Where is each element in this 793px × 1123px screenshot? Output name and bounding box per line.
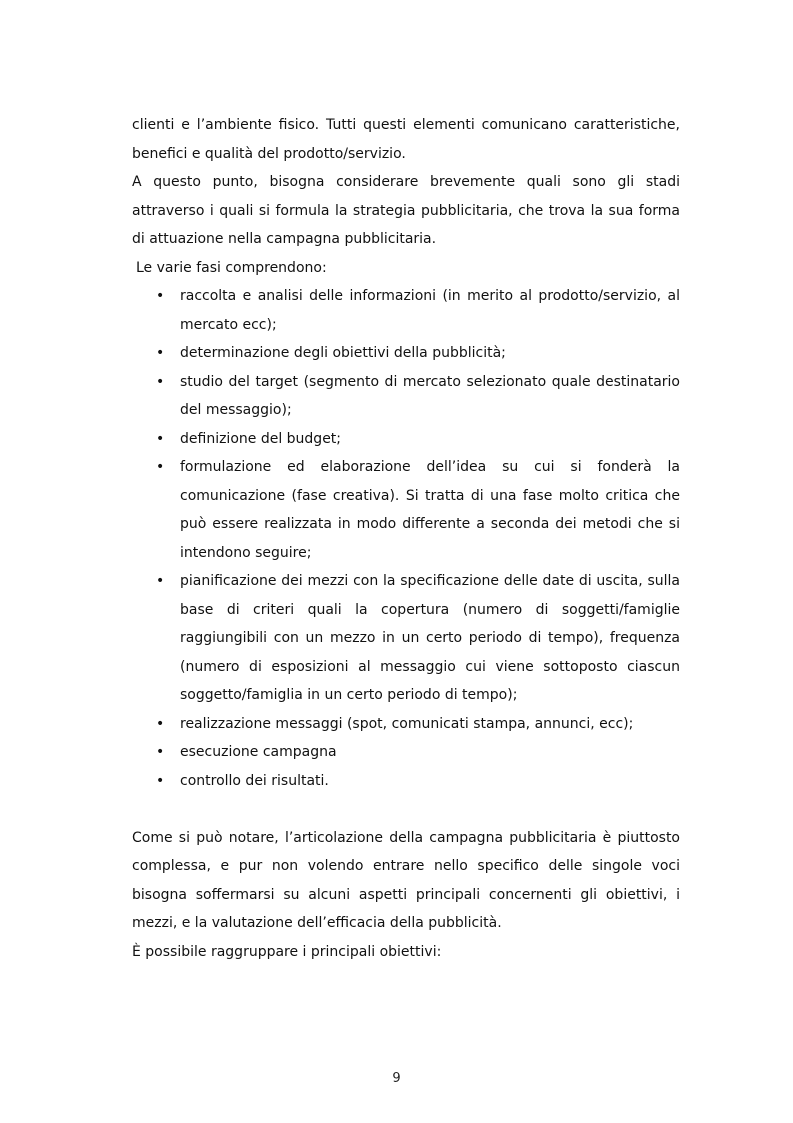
list-item-text: determinazione degli obiettivi della pubblicità; [180,345,506,361]
list-item [132,368,680,425]
paragraph-spacer [132,795,680,824]
bullet-icon: • [156,459,165,475]
bullet-icon: • [156,373,165,390]
list-item [132,453,680,567]
paragraph-conclusion-2: È possibile raggruppare i principali obiettivi: [132,943,442,960]
page-number: 9 [392,1071,401,1086]
paragraph-intro-1: clienti e l’ambiente fisico. Tutti questi elementi comunicano caratteristiche, benefici e qualità del prodotto/servizio. [132,117,680,162]
bullet-icon: • [156,345,165,361]
bullet-icon: • [156,744,165,760]
paragraph-conclusion-1: Come si può notare, l’articolazione della campagna pubblicitaria è piuttosto complessa, e pur non volendo entrare nello specifico delle singole voci bisogna soffermarsi su alcuni aspetti principali concernenti gli obiettivi, i mezzi, e la valutazione dell’efficacia della pubblicità. [132,829,680,931]
bullet-icon: • [156,430,165,447]
list-item-text: definizione del budget; [180,430,342,447]
bullet-icon: • [156,772,165,789]
list-item [132,425,680,454]
phase-list [132,282,680,795]
list-item-text: formulazione ed elaborazione dell’idea su cui si fonderà la comunicazione (fase creativa). Si tratta di una fase molto critica che può essere realizzata in modo differente a seconda dei metodi che si intendono seguire; [180,459,680,561]
body-text [132,111,680,966]
list-item-text: pianificazione dei mezzi con la specificazione delle date di uscita, sulla base di criteri quali la copertura (numero di soggetti/famiglie raggiungibili con un mezzo in un certo periodo di tempo), frequenza (numero di esposizioni al messaggio cui viene sottoposto ciascun soggetto/famiglia in un certo periodo di tempo); [180,573,680,703]
bullet-icon: • [156,715,165,732]
list-item-text: studio del target (segmento di mercato selezionato quale destinatario del messaggio); [180,373,680,418]
list-item-text: esecuzione campagna [180,744,337,760]
list-item-text: realizzazione messaggi (spot, comunicati stampa, annunci, ecc); [180,715,634,732]
list-item [132,339,680,368]
list-item [132,738,680,767]
list-item [132,567,680,710]
list-item [132,282,680,339]
bullet-icon: • [156,573,165,589]
bullet-icon: • [156,288,165,304]
list-item-text: raccolta e analisi delle informazioni (in merito al prodotto/servizio, al mercato ecc); [180,288,680,333]
list-item [132,710,680,739]
list-item [132,767,680,796]
list-item-text: controllo dei risultati. [180,772,329,789]
paragraph-intro-2: A questo punto, bisogna considerare brevemente quali sono gli stadi attraverso i quali si formula la strategia pubblicitaria, che trova la sua forma di attuazione nella campagna pubblicitaria. [132,174,680,247]
list-intro: Le varie fasi comprendono: [136,259,327,276]
